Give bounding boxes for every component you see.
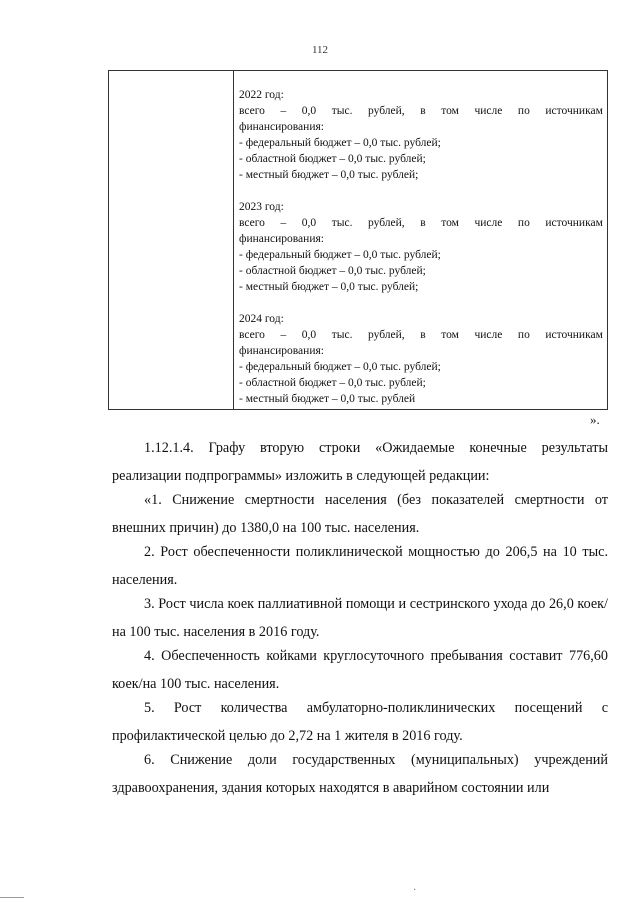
year-block-2022	[239, 87, 607, 183]
budget-line-local: - местный бюджет – 0,0 тыс. рублей;	[239, 169, 419, 181]
total-word: 0,0	[301, 329, 317, 341]
budget-line-local: - местный бюджет – 0,0 тыс. рублей;	[239, 281, 419, 293]
paragraph-text: 6. Снижение доли государственных (муниципальных) учреждений здравоохранения, здания которых находятся в аварийном состоянии или	[112, 752, 608, 796]
budget-line-local: - местный бюджет – 0,0 тыс. рублей	[239, 393, 416, 405]
total-word: рублей,	[368, 329, 405, 341]
total-word: в	[420, 105, 426, 117]
total-word: том	[441, 329, 459, 341]
total-word: 0,0	[301, 105, 317, 117]
total-word: –	[280, 105, 287, 117]
result-item-3	[112, 590, 608, 646]
total-line-continuation: финансирования:	[239, 121, 324, 133]
total-line	[239, 327, 607, 343]
total-word: по	[517, 329, 530, 341]
total-word: тыс.	[331, 217, 353, 229]
budget-line-regional: - областной бюджет – 0,0 тыс. рублей;	[239, 153, 426, 165]
paragraph-1-12-1-4	[112, 434, 608, 490]
total-line-continuation: финансирования:	[239, 345, 324, 357]
total-line-continuation: финансирования:	[239, 233, 324, 245]
total-word: в	[420, 217, 426, 229]
paragraph-text: 5. Рост количества амбулаторно-поликлинических посещений с профилактической целью до 2,72 на 1 жителя в 2016 году.	[112, 700, 608, 744]
total-word: всего	[239, 329, 265, 341]
total-word: числе	[474, 329, 503, 341]
budget-line-federal: - федеральный бюджет – 0,0 тыс. рублей;	[239, 137, 441, 149]
total-word: всего	[239, 105, 265, 117]
total-word: тыс.	[331, 329, 353, 341]
total-word: тыс.	[331, 105, 353, 117]
paragraph-text: «1. Снижение смертности населения (без показателей смертности от внешних причин) до 1380,0 на 100 тыс. населения.	[112, 492, 608, 536]
total-line	[239, 103, 607, 119]
total-word: числе	[474, 105, 503, 117]
table-left-column	[109, 71, 234, 409]
total-word: –	[280, 217, 287, 229]
total-word: в	[420, 329, 426, 341]
result-item-6	[112, 746, 608, 802]
scan-speck: ·	[413, 885, 417, 896]
budget-line-federal: - федеральный бюджет – 0,0 тыс. рублей;	[239, 361, 441, 373]
budget-line-federal: - федеральный бюджет – 0,0 тыс. рублей;	[239, 249, 441, 261]
total-word: источникам	[545, 217, 603, 229]
scan-edge-mark	[0, 897, 24, 898]
paragraph-text: 3. Рост числа коек паллиативной помощи и сестринского ухода до 26,0 коек/на 100 тыс. населения в 2016 году.	[112, 596, 608, 640]
total-word: источникам	[545, 105, 603, 117]
year-heading: 2024 год:	[239, 313, 284, 325]
total-word: рублей,	[368, 105, 405, 117]
total-word: 0,0	[301, 217, 317, 229]
paragraph-text: 2. Рост обеспеченности поликлинической мощностью до 206,5 на 10 тыс. населения.	[112, 544, 608, 588]
result-item-4	[112, 642, 608, 698]
year-block-2024	[239, 311, 607, 407]
paragraph-text: 4. Обеспеченность койками круглосуточного пребывания составит 776,60 коек/на 100 тыс. населения.	[112, 648, 608, 692]
page-number: 112	[311, 44, 329, 56]
paragraph-text: 1.12.1.4. Графу вторую строки «Ожидаемые конечные результаты реализации подпрограммы» изложить в следующей редакции:	[112, 440, 608, 484]
total-word: всего	[239, 217, 265, 229]
closing-quote: ».	[590, 412, 600, 427]
total-word: рублей,	[368, 217, 405, 229]
total-word: числе	[474, 217, 503, 229]
total-word: том	[441, 217, 459, 229]
result-item-5	[112, 694, 608, 750]
year-heading: 2023 год:	[239, 201, 284, 213]
budget-line-regional: - областной бюджет – 0,0 тыс. рублей;	[239, 265, 426, 277]
total-word: по	[517, 217, 530, 229]
total-word: том	[441, 105, 459, 117]
result-item-1	[112, 486, 608, 542]
financing-table	[108, 70, 608, 410]
year-block-2023	[239, 199, 607, 295]
total-word: по	[517, 105, 530, 117]
year-heading: 2022 год:	[239, 89, 284, 101]
budget-line-regional: - областной бюджет – 0,0 тыс. рублей;	[239, 377, 426, 389]
total-word: –	[280, 329, 287, 341]
table-right-column	[234, 71, 607, 409]
total-word: источникам	[545, 329, 603, 341]
result-item-2	[112, 538, 608, 594]
total-line	[239, 215, 607, 231]
